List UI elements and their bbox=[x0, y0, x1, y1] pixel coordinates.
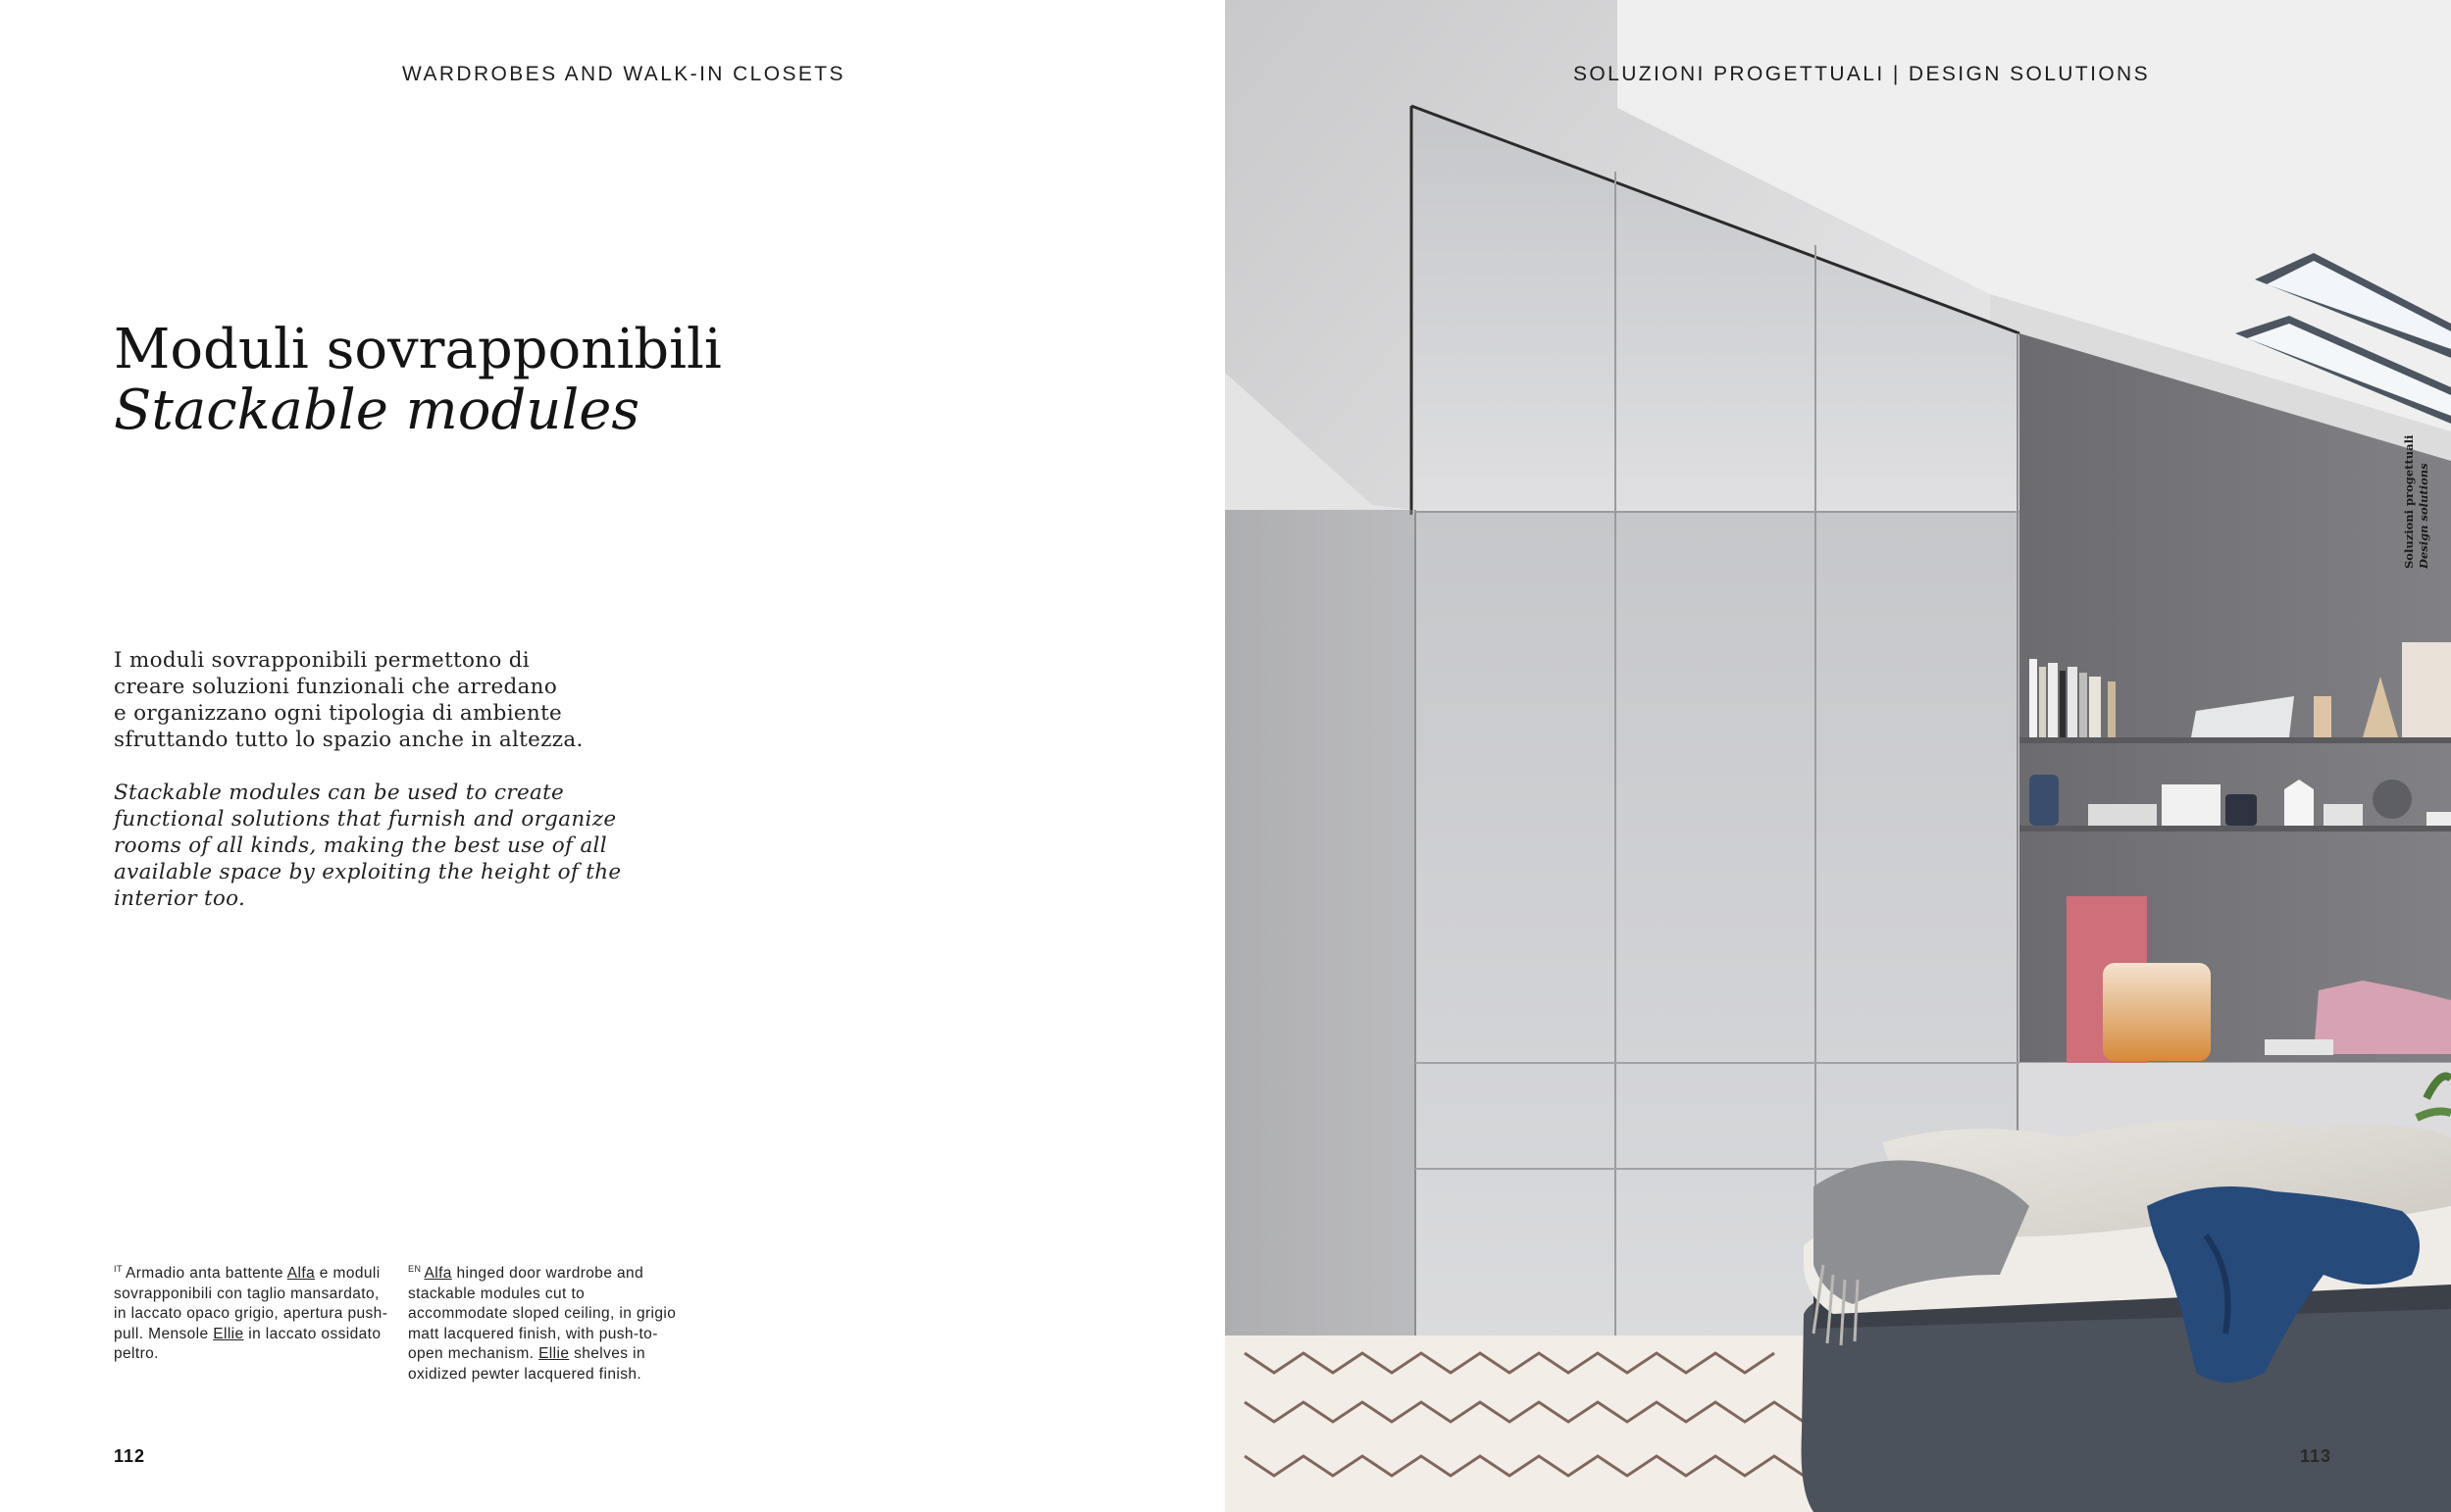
title-italian: Moduli sovrapponibili bbox=[114, 318, 722, 381]
page-number-right: 113 bbox=[2300, 1446, 2332, 1466]
title-english: Stackable modules bbox=[114, 378, 640, 442]
left-page bbox=[0, 0, 1225, 1512]
caption-it-part2: e moduli sovrapponibili con taglio mansardato, in laccato opaco grigio, apertura push-pull. Mensole bbox=[114, 1265, 388, 1342]
intro-italian: I moduli sovrapponibili permettono di creare soluzioni funzionali che arredano e organizzano ogni tipologia di ambiente sfruttando tutto lo spazio anche in altezza. bbox=[114, 648, 584, 752]
wardrobe-photo bbox=[1225, 0, 2451, 1512]
running-header-right: SOLUZIONI PROGETTUALI | DESIGN SOLUTIONS bbox=[1573, 63, 2151, 85]
caption-it-part3: in laccato ossidato peltro. bbox=[114, 1325, 382, 1362]
intro-english: Stackable modules can be used to create functional solutions that furnish and organize rooms of all kinds, making the best use of all available space by exploiting the height of the interior too. bbox=[114, 781, 622, 911]
side-label-italian: Soluzioni progettuali bbox=[2402, 434, 2416, 569]
product-link-alfa-en[interactable]: Alfa bbox=[424, 1265, 452, 1282]
lang-tag-it: IT bbox=[114, 1264, 123, 1274]
caption-en-part1: hinged door wardrobe and stackable modules cut to accommodate sloped ceiling, in grigio matt lacquered finish, with push-to-open mechanism. bbox=[408, 1265, 677, 1362]
running-header-left: WARDROBES AND WALK-IN CLOSETS bbox=[402, 63, 845, 85]
page-number-left: 112 bbox=[114, 1446, 146, 1466]
caption-it-part1: Armadio anta battente bbox=[126, 1265, 287, 1282]
intro-text bbox=[114, 647, 663, 912]
side-label-english: Design solutions bbox=[2417, 463, 2430, 569]
product-link-alfa[interactable]: Alfa bbox=[286, 1265, 316, 1282]
page-title bbox=[114, 320, 722, 441]
right-page bbox=[1225, 0, 2451, 1512]
caption-english bbox=[408, 1259, 683, 1385]
side-section-label bbox=[2402, 412, 2431, 569]
product-link-ellie[interactable]: Ellie bbox=[213, 1325, 244, 1342]
caption-italian bbox=[114, 1259, 388, 1365]
caption-en-part2: shelves in oxidized pewter lacquered finish. bbox=[408, 1345, 645, 1383]
product-link-ellie-en[interactable]: Ellie bbox=[538, 1345, 570, 1362]
lang-tag-en: EN bbox=[408, 1264, 422, 1274]
